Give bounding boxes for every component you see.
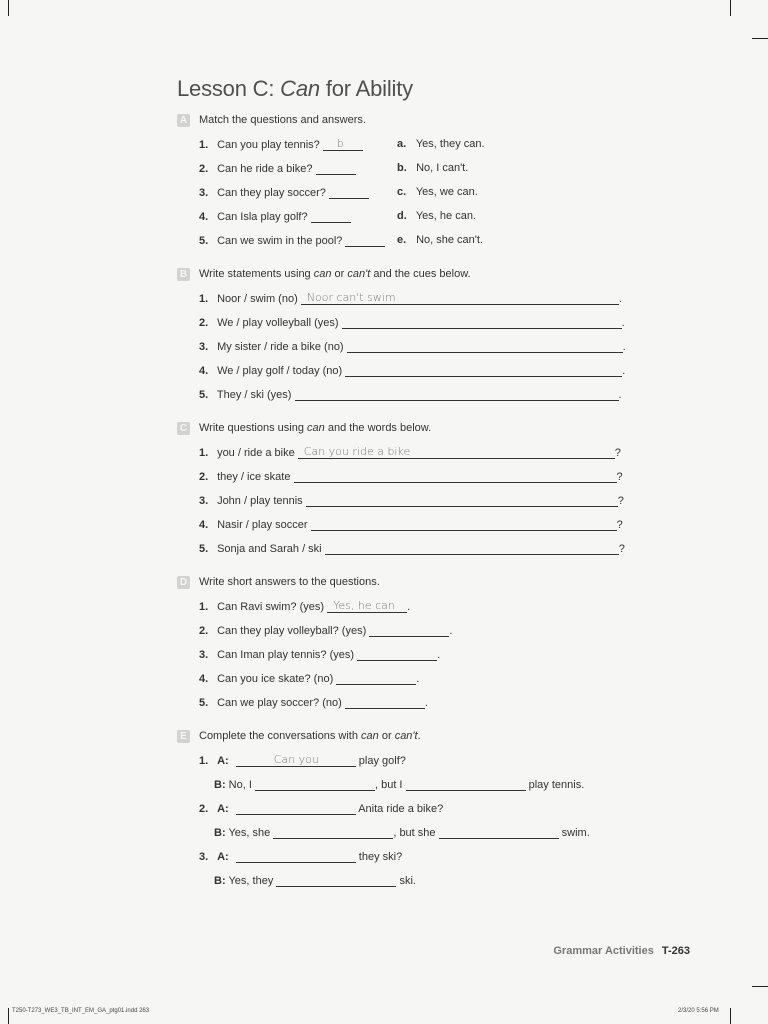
answer-blank[interactable] xyxy=(347,340,623,353)
answer-blank[interactable] xyxy=(255,778,375,791)
crop-mark xyxy=(752,986,768,987)
crop-mark xyxy=(730,1008,731,1024)
answer-blank[interactable] xyxy=(329,186,369,199)
section-a-instruction: Match the questions and answers. xyxy=(199,114,366,126)
answer-blank[interactable] xyxy=(406,778,526,791)
conversation-line: 2. A: Anita ride a bike? xyxy=(199,803,444,815)
footer-section-label: Grammar Activities xyxy=(553,945,654,957)
answer-blank[interactable] xyxy=(236,802,356,815)
answer-blank[interactable] xyxy=(276,874,396,887)
answer-blank[interactable] xyxy=(369,624,449,637)
section-d-instruction: Write short answers to the questions. xyxy=(199,576,380,588)
statement-row: 3. My sister / ride a bike (no) . xyxy=(199,341,626,353)
section-a-badge: A xyxy=(177,114,190,127)
short-answer-row: 1. Can Ravi swim? (yes) Yes, he can . xyxy=(199,599,411,613)
section-b-badge: B xyxy=(177,268,190,281)
answer-blank[interactable] xyxy=(342,316,622,329)
short-answer-row: 5. Can we play soccer? (no) . xyxy=(199,697,428,709)
answer-blank[interactable] xyxy=(294,470,617,483)
conversation-line: B: No, I , but I play tennis. xyxy=(214,779,585,791)
question-row: 3. John / play tennis ? xyxy=(199,495,624,507)
answer-blank[interactable]: Can you ride a bike xyxy=(298,446,615,459)
conversation-line: B: Yes, they ski. xyxy=(214,875,416,887)
short-answer-row: 3. Can Iman play tennis? (yes) . xyxy=(199,649,441,661)
answer-blank[interactable] xyxy=(236,850,356,863)
answer-blank[interactable] xyxy=(306,494,618,507)
section-e-badge: E xyxy=(177,730,190,743)
page-title: Lesson C: Can for Ability xyxy=(177,76,413,101)
statement-row: 2. We / play volleyball (yes) . xyxy=(199,317,625,329)
question-row: 5. Can we swim in the pool? xyxy=(199,234,385,248)
answer-blank[interactable]: Yes, he can xyxy=(327,600,407,613)
page-number: T-263 xyxy=(661,945,690,957)
question-row: 4. Nasir / play soccer ? xyxy=(199,519,623,531)
answer-blank[interactable]: b xyxy=(323,138,363,151)
answer-option: c. Yes, we can. xyxy=(397,186,478,198)
print-slug-file: T250-T273_WE3_TB_INT_EM_GA_ptg01.indd 263 xyxy=(12,1008,150,1014)
section-b-instruction: Write statements using can or can't and the cues below. xyxy=(199,268,471,280)
answer-blank[interactable]: Noor can't swim xyxy=(301,292,619,305)
answer-blank[interactable] xyxy=(295,388,619,401)
answer-option: a. Yes, they can. xyxy=(397,138,485,150)
answer-blank[interactable] xyxy=(273,826,393,839)
section-c-instruction: Write questions using can and the words below. xyxy=(199,422,432,434)
answer-blank[interactable] xyxy=(345,696,425,709)
answer-option: d. Yes, he can. xyxy=(397,210,476,222)
answer-blank[interactable] xyxy=(311,518,617,531)
answer-blank[interactable] xyxy=(345,234,385,247)
statement-row: 4. We / play golf / today (no) . xyxy=(199,365,626,377)
statement-row: 1. Noor / swim (no) Noor can't swim . xyxy=(199,291,622,305)
conversation-line: 1. A: Can you play golf? xyxy=(199,753,406,767)
crop-mark xyxy=(8,0,9,16)
crop-mark xyxy=(730,0,731,16)
answer-blank[interactable]: Can you xyxy=(236,754,356,767)
section-e-instruction: Complete the conversations with can or can't. xyxy=(199,730,421,742)
crop-mark xyxy=(752,38,768,39)
section-c-badge: C xyxy=(177,422,190,435)
question-row: 5. Sonja and Sarah / ski ? xyxy=(199,543,625,555)
answer-blank[interactable] xyxy=(357,648,437,661)
answer-blank[interactable] xyxy=(316,162,356,175)
question-row: 2. Can he ride a bike? xyxy=(199,162,356,176)
answer-blank[interactable] xyxy=(336,672,416,685)
short-answer-row: 4. Can you ice skate? (no) . xyxy=(199,673,420,685)
section-d-badge: D xyxy=(177,576,190,589)
question-row: 1. you / ride a bike Can you ride a bike ? xyxy=(199,445,621,459)
answer-option: e. No, she can't. xyxy=(397,234,483,246)
print-slug-date: 2/3/20 5:56 PM xyxy=(678,1008,719,1014)
conversation-line: 3. A: they ski? xyxy=(199,851,403,863)
answer-blank[interactable] xyxy=(311,210,351,223)
question-row: 3. Can they play soccer? xyxy=(199,186,369,200)
question-row: 1. Can you play tennis? b xyxy=(199,138,363,152)
page-footer xyxy=(553,945,690,957)
answer-blank[interactable] xyxy=(325,542,619,555)
crop-mark xyxy=(8,1008,9,1024)
answer-option: b. No, I can't. xyxy=(397,162,469,174)
statement-row: 5. They / ski (yes) . xyxy=(199,389,622,401)
short-answer-row: 2. Can they play volleyball? (yes) . xyxy=(199,625,453,637)
question-row: 4. Can Isla play golf? xyxy=(199,210,351,224)
answer-blank[interactable] xyxy=(439,826,559,839)
question-row: 2. they / ice skate ? xyxy=(199,471,623,483)
answer-blank[interactable] xyxy=(345,364,622,377)
conversation-line: B: Yes, she , but she swim. xyxy=(214,827,590,839)
